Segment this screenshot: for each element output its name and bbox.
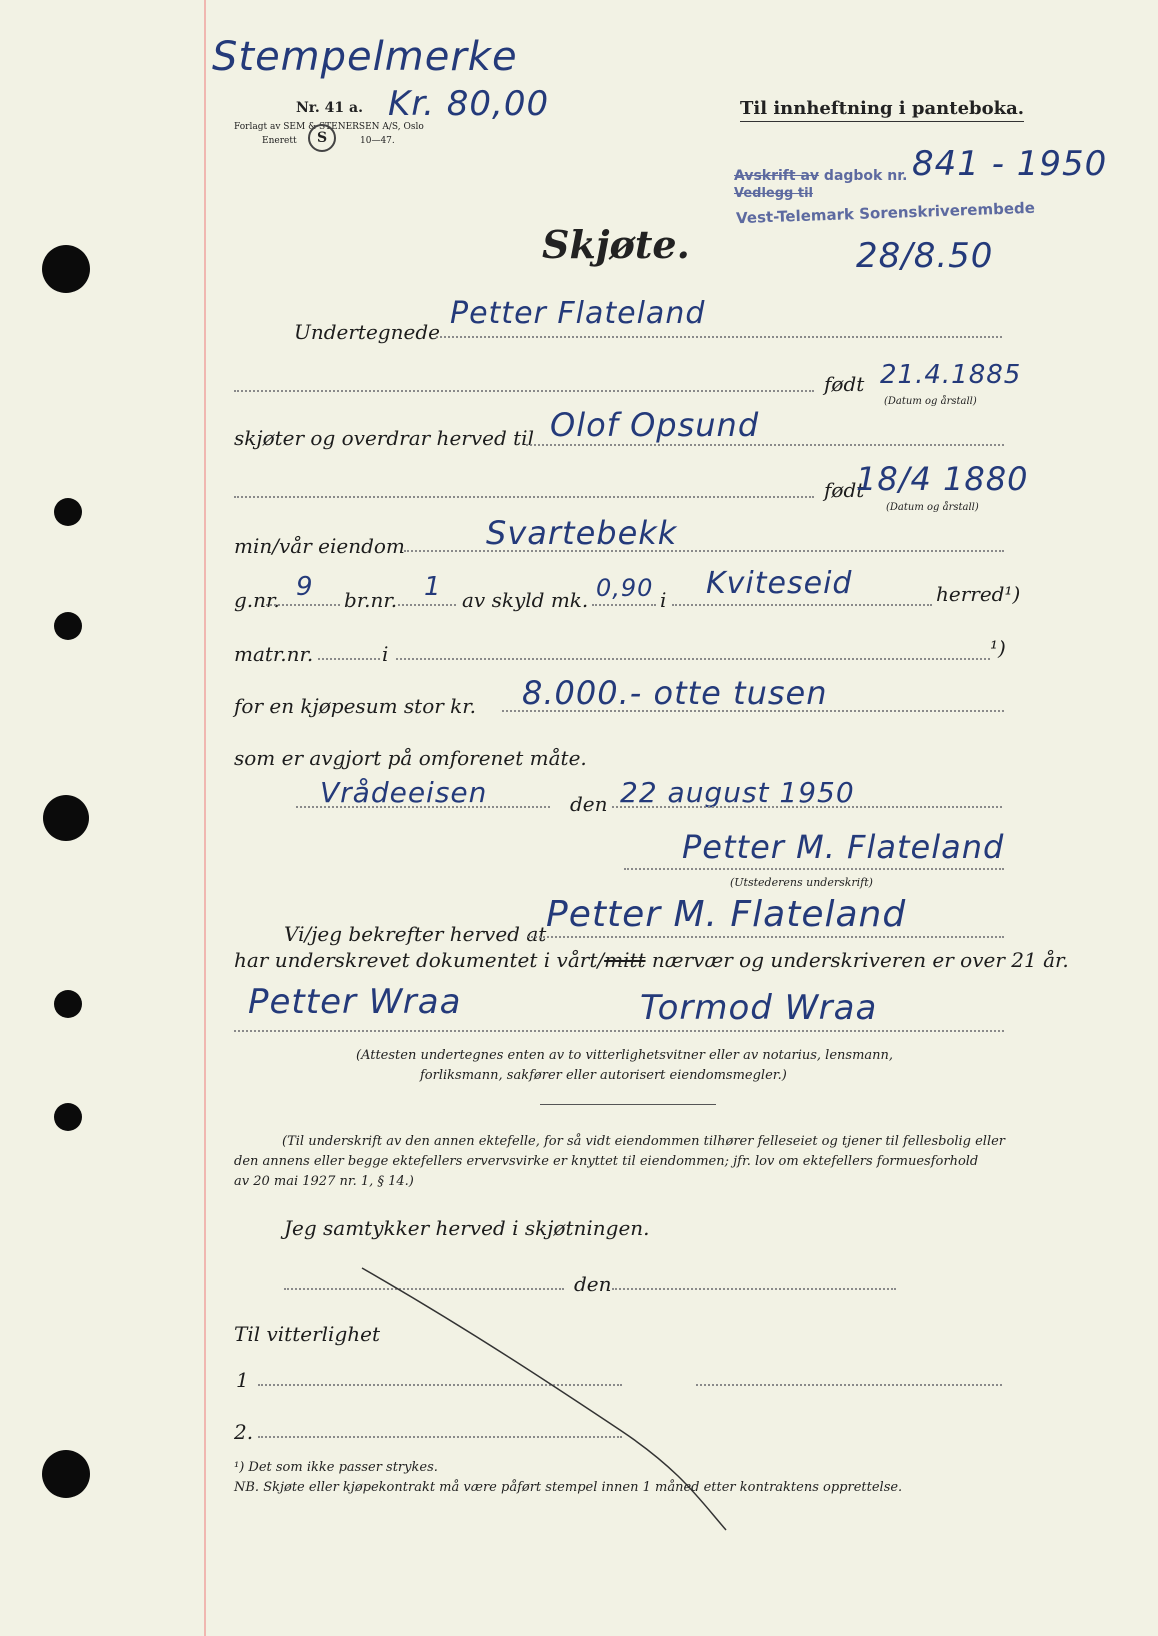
eiendom-value: Svartebekk bbox=[486, 514, 678, 552]
stamp-office: Vest-Telemark Sorenskriverembede bbox=[735, 198, 1036, 228]
herred-value: Kviteseid bbox=[706, 566, 853, 601]
header-title: Til innheftning i panteboka. bbox=[740, 98, 1024, 122]
fodt-value-2: 18/4 1880 bbox=[856, 460, 1029, 498]
stamp-date: 28/8.50 bbox=[856, 236, 994, 276]
publisher-date: 10—47. bbox=[360, 136, 395, 146]
footnote-2: NB. Skjøte eller kjøpekontrakt må være påført stempel innen 1 måned etter kontraktens opprettelse. bbox=[234, 1480, 903, 1495]
gnr-value: 9 bbox=[296, 572, 314, 602]
samtykker-text: Jeg samtykker herved i skjøtningen. bbox=[284, 1216, 650, 1240]
witness-signature-1: Petter Wraa bbox=[248, 982, 462, 1022]
undertegnede-label: Undertegnede bbox=[294, 320, 440, 344]
footnote-1: ¹) Det som ikke passer strykes. bbox=[234, 1460, 438, 1475]
spouse-note-2: den annens eller begge ektefellers ervervsvirke er knyttet til eiendommen; jfr. lov om ektefellers formuesforhold bbox=[234, 1154, 979, 1169]
matr-i: i bbox=[382, 642, 389, 666]
skjoter-label: skjøter og overdrar herved til bbox=[234, 426, 534, 450]
skyld-value: 0,90 bbox=[596, 574, 654, 602]
fodt-label-2: født bbox=[824, 478, 865, 502]
eiendom-label: min/vår eiendom bbox=[234, 534, 405, 558]
spouse-note-3: av 20 mai 1927 nr. 1, § 14.) bbox=[234, 1174, 414, 1189]
skyld-label: av skyld mk. bbox=[462, 588, 589, 612]
den2-label: den bbox=[574, 1272, 612, 1296]
spouse-note-1: (Til underskrift av den annen ektefelle, for så vidt eiendommen tilhører felleseiet og tjener til fellesbolig eller bbox=[282, 1134, 1006, 1149]
dokument-text-b: nærvær og underskriveren er over 21 år. bbox=[645, 948, 1069, 972]
handwritten-stempelmerke: Stempelmerke bbox=[212, 34, 518, 80]
document-title: Skjøte. bbox=[542, 222, 690, 267]
form-number: Nr. 41 a. bbox=[296, 100, 363, 116]
handwritten-stamp-amount: Kr. 80,00 bbox=[388, 84, 550, 124]
kjopesum-label: for en kjøpesum stor kr. bbox=[234, 694, 477, 718]
avgjort-text: som er avgjort på omforenet måte. bbox=[234, 746, 587, 770]
dokument-text-strike: mitt bbox=[604, 948, 646, 972]
stamp-dagbok: dagbok nr. bbox=[823, 168, 908, 184]
fodt-value-1: 21.4.1885 bbox=[880, 360, 1022, 390]
brnr-label: br.nr. bbox=[344, 588, 398, 612]
undertegnede-value: Petter Flateland bbox=[450, 296, 706, 331]
witness-number-1: 1 bbox=[236, 1368, 249, 1392]
attest-note-1: (Attesten undertegnes enten av to vitterlighetsvitner eller av notarius, lensmann, bbox=[356, 1048, 894, 1063]
bekrefter-value: Petter M. Flateland bbox=[546, 894, 907, 935]
attest-note-2: forliksmann, sakfører eller autorisert eiendomsmegler.) bbox=[420, 1068, 787, 1083]
i-label: i bbox=[660, 588, 667, 612]
vitterlighet-label: Til vitterlighet bbox=[234, 1322, 381, 1346]
dokument-text-a: har underskrevet dokumentet i vårt/ bbox=[234, 948, 605, 972]
witness-signature-2: Tormod Wraa bbox=[640, 988, 878, 1028]
bekrefter-label: Vi/jeg bekrefter herved at bbox=[284, 922, 547, 946]
issuer-signature: Petter M. Flateland bbox=[682, 828, 1005, 866]
gnr-label: g.nr. bbox=[234, 588, 280, 612]
place-value: Vrådeeisen bbox=[320, 776, 488, 809]
den-label: den bbox=[570, 792, 608, 816]
kjopesum-value: 8.000.- otte tusen bbox=[522, 674, 828, 712]
matr-label: matr.nr. bbox=[234, 642, 314, 666]
brnr-value: 1 bbox=[424, 572, 442, 602]
fodt-sublabel-2: (Datum og årstall) bbox=[886, 502, 979, 513]
witness-number-2: 2. bbox=[234, 1420, 254, 1444]
publisher-logo: S bbox=[308, 124, 336, 152]
fodt-sublabel-1: (Datum og årstall) bbox=[884, 396, 977, 407]
matr-footnote: ¹) bbox=[990, 636, 1006, 660]
stamp-avskrift: Avskrift av bbox=[734, 168, 820, 184]
stamp-dagbok-number: 841 - 1950 bbox=[912, 144, 1108, 184]
issuer-signature-label: (Utstederens underskrift) bbox=[730, 876, 873, 889]
skjoter-value: Olof Opsund bbox=[550, 406, 760, 444]
herred-label: herred¹) bbox=[936, 582, 1021, 606]
date-value: 22 august 1950 bbox=[620, 776, 855, 809]
stamp-vedlegg: Vedlegg til bbox=[734, 186, 814, 201]
publisher-line-2: Enerett bbox=[262, 136, 297, 146]
fodt-label-1: født bbox=[824, 372, 865, 396]
publisher-line-1: Forlagt av SEM & STENERSEN A/S, Oslo bbox=[234, 122, 424, 132]
